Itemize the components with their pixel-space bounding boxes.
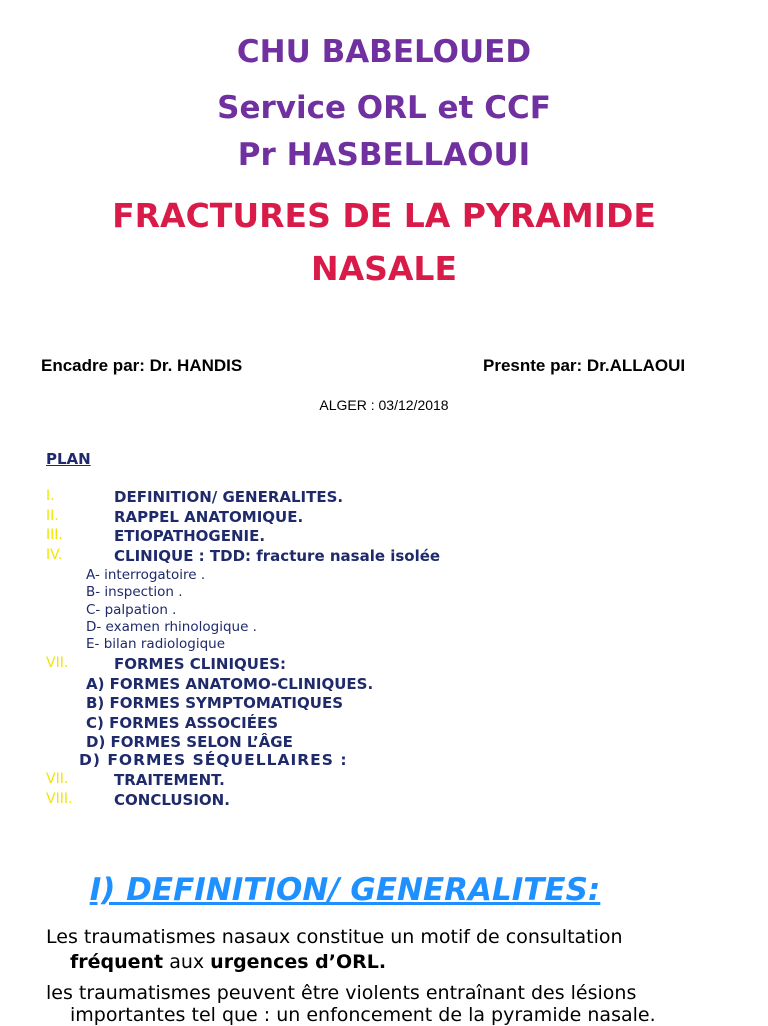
hospital-name: CHU BABELOUED: [236, 34, 532, 70]
plan-subitem-label: D) FORMES SÉQUELLAIRES :: [79, 751, 348, 769]
plan-item-label: CLINIQUE : TDD: fracture nasale isolée: [114, 547, 441, 565]
paragraph-1-line2: [70, 951, 386, 973]
presenter-label: Presnte par: Dr.ALLAOUI: [483, 356, 686, 375]
plan-heading: PLAN: [46, 450, 91, 468]
plan-subitem-label: B- inspection .: [86, 584, 183, 600]
plan-subitem-label: C) FORMES ASSOCIÉES: [86, 714, 279, 732]
document-title-line1: FRACTURES DE LA PYRAMIDE: [112, 196, 656, 235]
plan-item-number: I.: [46, 488, 55, 504]
plan-item-label: RAPPEL ANATOMIQUE.: [114, 508, 304, 526]
plan-item-label: DEFINITION/ GENERALITES.: [114, 488, 344, 506]
plan-subitem-label: D) FORMES SELON L’ÂGE: [86, 733, 293, 751]
paragraph-2-line1: les traumatismes peuvent être violents entraînant des lésions: [46, 982, 637, 1004]
plan-item-number: VII.: [46, 655, 69, 671]
plan-item-label: TRAITEMENT.: [114, 771, 225, 789]
emphasis-frequent: fréquent: [70, 951, 164, 973]
plan-subitem-label: A) FORMES ANATOMO-CLINIQUES.: [86, 675, 374, 693]
plan-item-label: CONCLUSION.: [114, 791, 230, 809]
emphasis-urgences: urgences d’ORL.: [210, 951, 387, 973]
supervisor-label: Encadre par: Dr. HANDIS: [41, 356, 243, 375]
plan-subitem-label: E- bilan radiologique: [86, 636, 226, 652]
plan-item-number: VIII.: [46, 791, 73, 807]
plan-item-number: VII.: [46, 771, 69, 787]
plan-item-number: IV.: [46, 547, 63, 563]
paragraph-1-line1: Les traumatismes nasaux constitue un motif de consultation: [46, 926, 623, 948]
document-title-line2: NASALE: [310, 249, 458, 288]
plan-subitem-label: B) FORMES SYMPTOMATIQUES: [86, 694, 343, 712]
plan-item-label: ETIOPATHOGENIE.: [114, 527, 266, 545]
plan-item-number: III.: [46, 527, 63, 543]
text-aux: aux: [163, 951, 211, 973]
plan-item-number: II.: [46, 508, 59, 524]
plan-item-label: FORMES CLINIQUES:: [114, 655, 287, 673]
plan-subitem-label: A- interrogatoire .: [86, 567, 206, 583]
professor-name: Pr HASBELLAOUI: [237, 137, 531, 173]
section-title: I) DEFINITION/ GENERALITES:: [89, 872, 601, 908]
service-name: Service ORL et CCF: [217, 90, 551, 126]
plan-subitem-label: D- examen rhinologique .: [86, 619, 257, 635]
place-date: ALGER : 03/12/2018: [319, 397, 449, 413]
paragraph-2-line2: importantes tel que : un enfoncement de la pyramide nasale.: [70, 1004, 656, 1026]
plan-subitem-label: C- palpation .: [86, 602, 177, 618]
